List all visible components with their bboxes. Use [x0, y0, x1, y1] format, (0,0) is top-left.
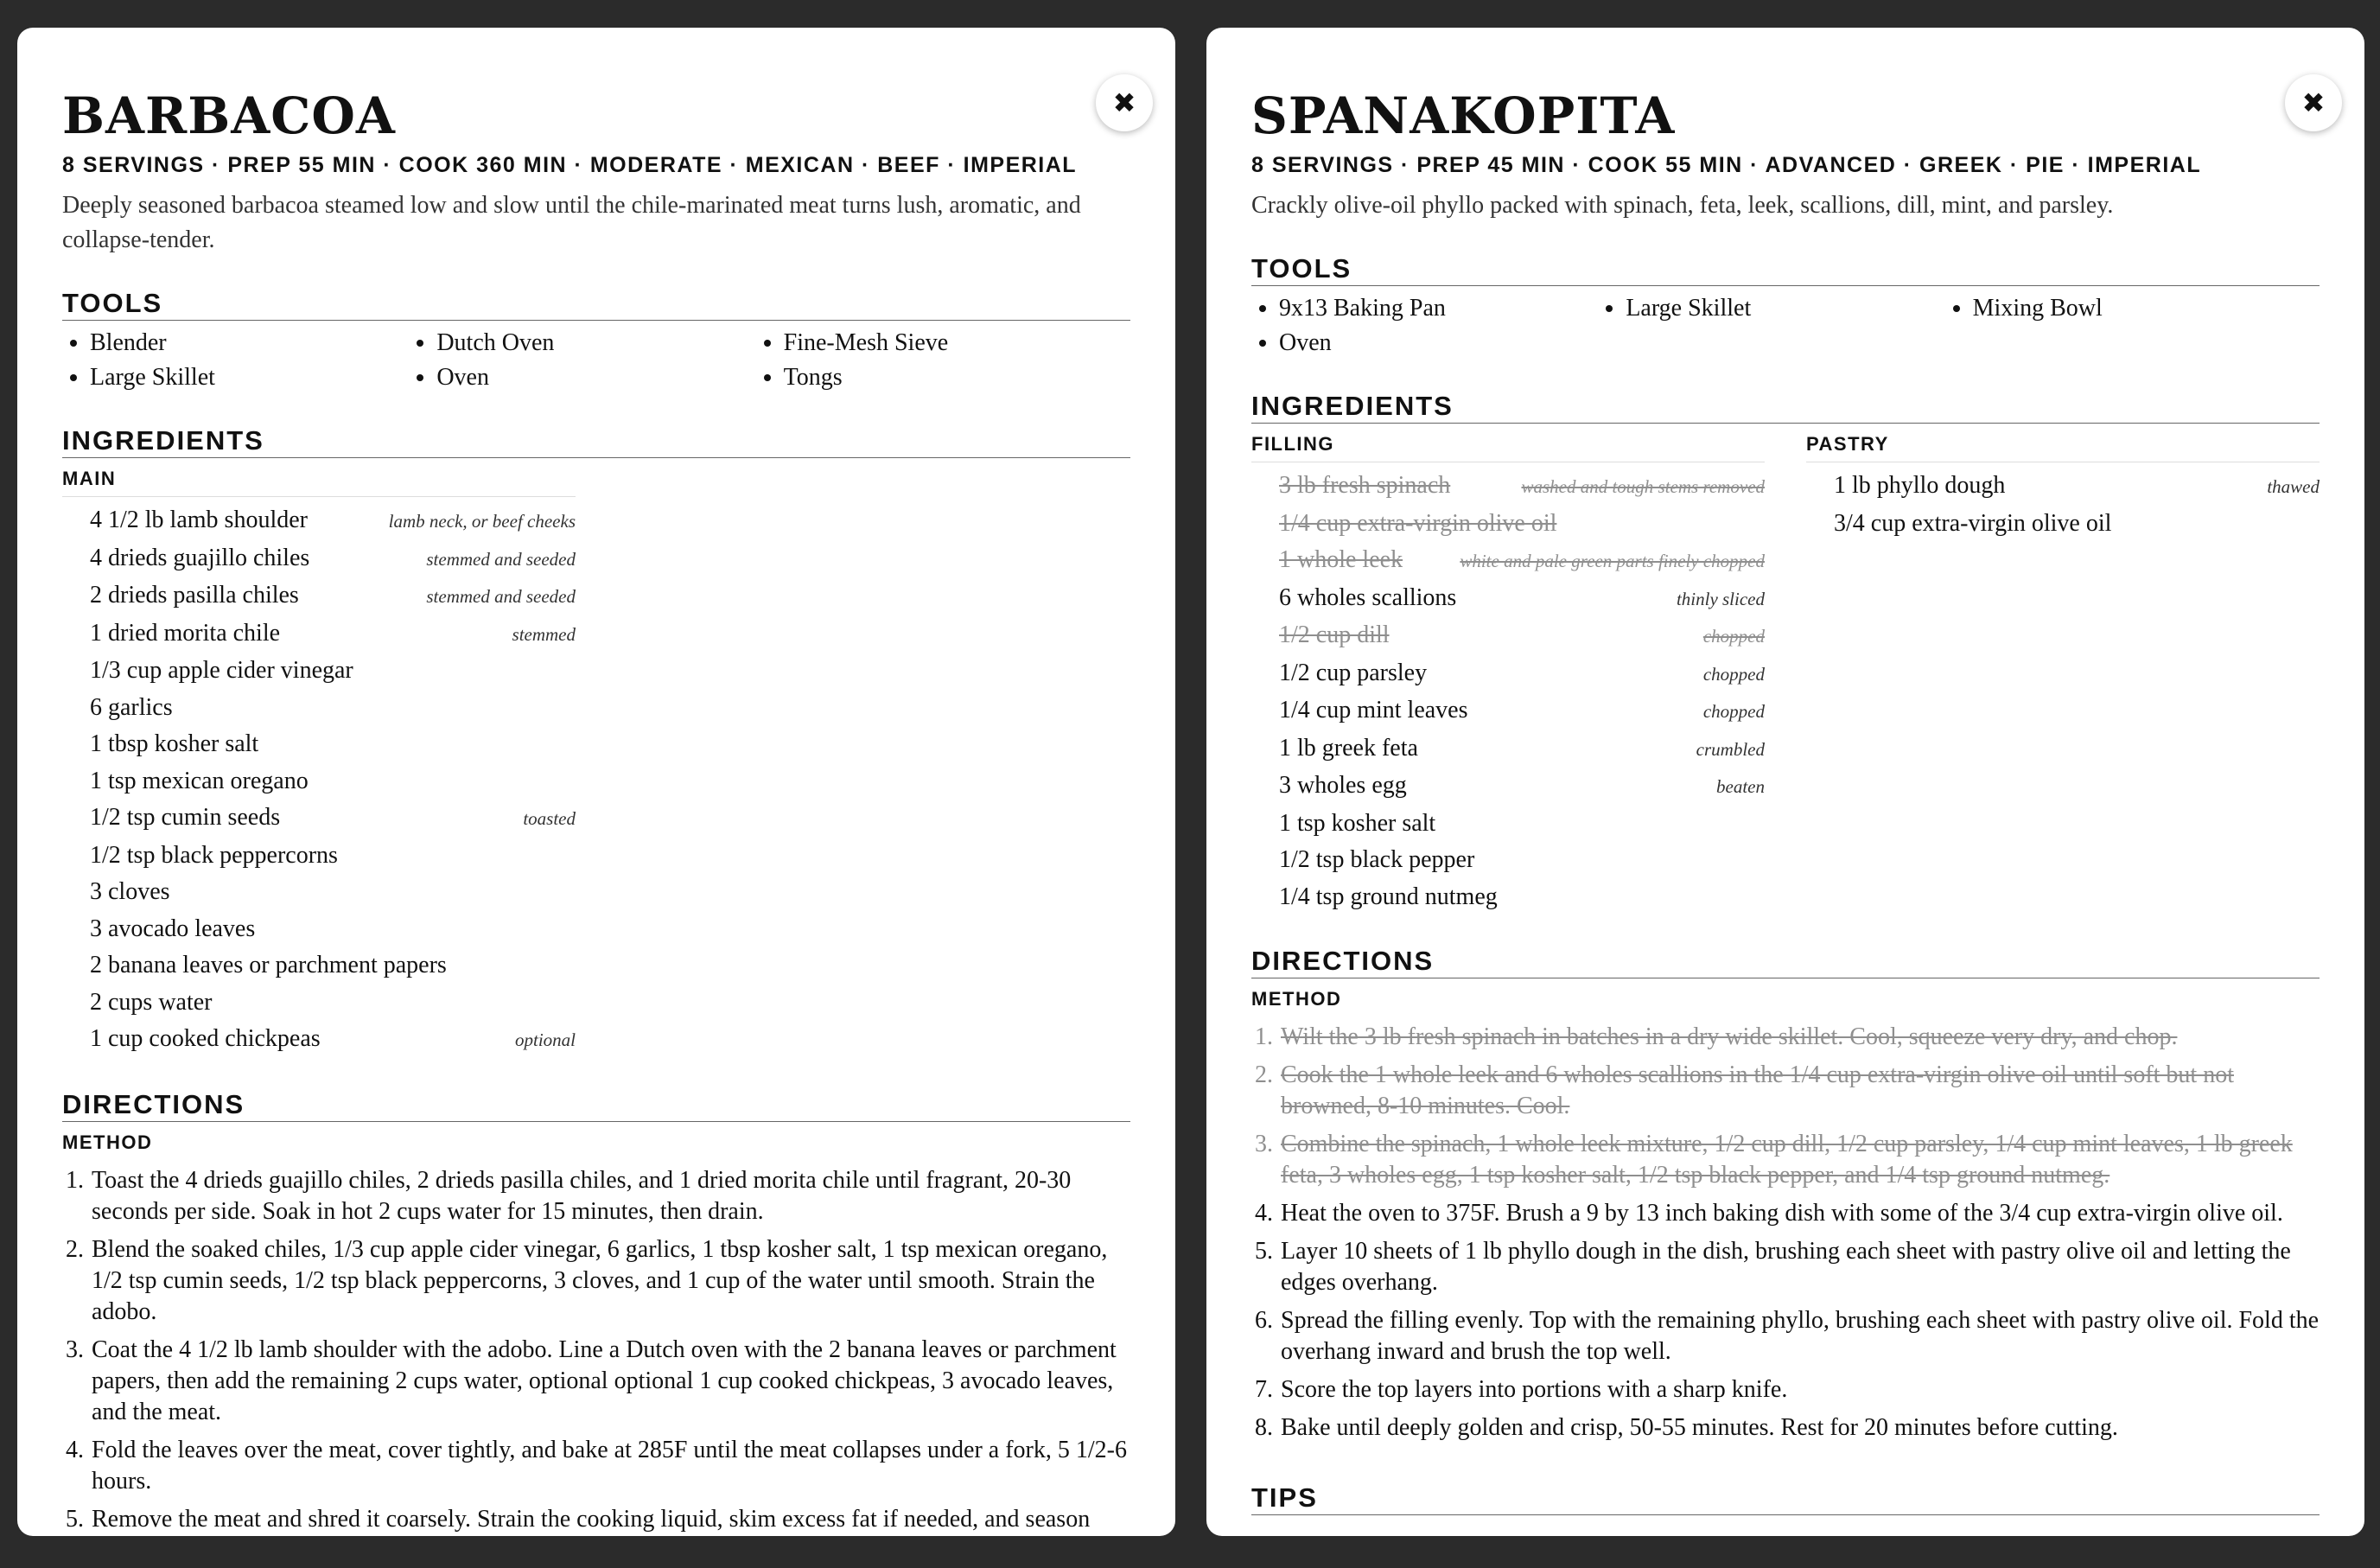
- recipe-card-spanakopita: [1206, 28, 2364, 1536]
- ingredient-item[interactable]: [1279, 506, 1765, 543]
- ingredient-item[interactable]: [90, 985, 576, 1022]
- ingredient-item[interactable]: [1279, 580, 1765, 618]
- ingredient-groups: [62, 458, 1130, 1059]
- ingredient-text: 1 tbsp kosher salt: [90, 730, 259, 757]
- direction-step[interactable]: 4. Heat the oven to 375F. Brush a 9 by 13 inch baking dish with some of the 3/4 cup extra-virgin olive oil.: [1279, 1198, 2320, 1229]
- direction-step[interactable]: 1. Wilt the 3 lb fresh spinach in batches in a dry wide skillet. Cool, squeeze very dry, and chop.: [1279, 1022, 2320, 1053]
- ingredient-item[interactable]: [1279, 730, 1765, 768]
- ingredient-note: chopped: [1702, 701, 1765, 722]
- recipe-meta: 8 SERVINGS · PREP 45 MIN · COOK 55 MIN · ADVANCED · GREEK · PIE · IMPERIAL: [1251, 153, 2202, 177]
- tool-item: • Mixing Bowl: [1973, 291, 2320, 326]
- ingredient-item[interactable]: [1279, 768, 1765, 806]
- recipe-description: Deeply seasoned barbacoa steamed low and slow until the chile-marinated meat turns lush, aromatic, and collapse-tender.: [62, 192, 1081, 253]
- ingredient-text: 1/4 cup extra-virgin olive oil: [1279, 509, 1557, 537]
- tools-heading: TOOLS: [1251, 252, 2320, 286]
- ingredient-group-title: FILLING: [1251, 430, 1765, 462]
- ingredient-note: chopped: [1702, 626, 1765, 647]
- ingredient-text: 1 lb greek feta: [1279, 734, 1418, 762]
- ingredient-note: stemmed and seeded: [426, 586, 576, 607]
- ingredient-item[interactable]: [1279, 617, 1765, 655]
- direction-step[interactable]: 3. Combine the spinach, 1 whole leek mixture, 1/2 cup dill, 1/2 cup parsley, 1/4 cup mint leaves, 1 lb greek feta, 3 wholes egg, 1 tsp kosher salt, 1/2 tsp black pepper, and 1/4 tsp ground nutmeg.: [1279, 1129, 2320, 1191]
- ingredient-text: 1 cup cooked chickpeas: [90, 1025, 321, 1052]
- ingredient-note: beaten: [1716, 776, 1765, 797]
- ingredient-text: 1/2 tsp black peppercorns: [90, 841, 338, 869]
- ingredient-text: 1/2 cup dill: [1279, 621, 1390, 648]
- tool-item: • Large Skillet: [1626, 291, 1972, 326]
- ingredient-text: 6 wholes scallions: [1279, 583, 1457, 611]
- ingredient-list: [62, 497, 576, 1059]
- ingredient-group: [1806, 424, 2320, 915]
- ingredient-item[interactable]: [90, 911, 576, 948]
- tool-item: • Large Skillet: [90, 360, 436, 395]
- recipe-card-barbacoa: [17, 28, 1175, 1536]
- direction-step[interactable]: 6. Spread the filling evenly. Top with the remaining phyllo, brushing each sheet with pastry olive oil. Fold the overhang inward and brush the top well.: [1279, 1305, 2320, 1367]
- ingredient-item[interactable]: [1279, 692, 1765, 730]
- ingredient-text: 1 whole leek: [1279, 546, 1403, 573]
- ingredient-group-title: PASTRY: [1806, 430, 2320, 462]
- ingredient-item[interactable]: [1279, 842, 1765, 879]
- ingredient-text: 1 dried morita chile: [90, 619, 281, 647]
- ingredient-group: [62, 458, 576, 1059]
- ingredient-item[interactable]: [1279, 806, 1765, 843]
- ingredient-note: crumbled: [1696, 738, 1765, 760]
- ingredient-item[interactable]: [90, 800, 576, 838]
- directions-heading: DIRECTIONS: [1251, 945, 2320, 978]
- ingredient-text: 1/2 cup parsley: [1279, 659, 1428, 686]
- ingredient-note: lamb neck, or beef cheeks: [388, 511, 576, 532]
- recipe-meta: 8 SERVINGS · PREP 55 MIN · COOK 360 MIN · MODERATE · MEXICAN · BEEF · IMPERIAL: [62, 153, 1078, 177]
- ingredient-item[interactable]: [90, 577, 576, 615]
- close-button[interactable]: [1096, 74, 1153, 131]
- ingredient-text: 1/2 tsp black pepper: [1279, 846, 1475, 873]
- ingredient-item[interactable]: [90, 838, 576, 875]
- tool-item: • Blender: [90, 326, 436, 360]
- ingredient-text: 3 wholes egg: [1279, 772, 1407, 799]
- ingredient-item[interactable]: [1279, 468, 1765, 506]
- direction-step[interactable]: 2. Cook the 1 whole leek and 6 wholes scallions in the 1/4 cup extra-virgin olive oil until soft but not browned, 8-10 minutes. Cool.: [1279, 1060, 2320, 1122]
- recipe-title: SPANAKOPITA: [1251, 86, 1676, 145]
- ingredient-note: stemmed: [512, 623, 576, 645]
- tools-heading: TOOLS: [62, 287, 1130, 321]
- ingredient-item[interactable]: [1834, 506, 2320, 543]
- ingredient-item[interactable]: [1279, 879, 1765, 916]
- ingredient-text: 2 banana leaves or parchment papers: [90, 952, 447, 978]
- ingredient-text: 1 lb phyllo dough: [1834, 472, 2006, 499]
- ingredients-heading: INGREDIENTS: [1251, 390, 2320, 424]
- close-button[interactable]: [2285, 74, 2342, 131]
- ingredient-group-title: MAIN: [62, 465, 576, 497]
- ingredient-note: white and pale green parts finely chopped: [1460, 551, 1765, 571]
- ingredient-text: 3 lb fresh spinach: [1279, 472, 1451, 499]
- directions-list: [62, 1165, 1130, 1535]
- direction-step[interactable]: 8. Bake until deeply golden and crisp, 50-55 minutes. Rest for 20 minutes before cutting.: [1279, 1412, 2320, 1444]
- ingredient-item[interactable]: [90, 763, 576, 800]
- ingredient-text: 1 tsp kosher salt: [1279, 809, 1436, 837]
- ingredient-item[interactable]: [90, 653, 576, 690]
- ingredient-text: 1 tsp mexican oregano: [90, 767, 309, 794]
- ingredient-item[interactable]: [90, 1021, 576, 1059]
- tips-heading: TIPS: [1251, 1482, 2320, 1515]
- tool-item: • Fine-Mesh Sieve: [784, 326, 1130, 360]
- ingredient-item[interactable]: [90, 874, 576, 911]
- tools-list: [1251, 291, 2320, 360]
- ingredient-item[interactable]: [1834, 468, 2320, 506]
- ingredient-item[interactable]: [1279, 542, 1765, 580]
- tool-item: • Oven: [1279, 326, 1626, 360]
- recipe-title: BARBACOA: [62, 86, 396, 145]
- ingredient-item[interactable]: [90, 690, 576, 727]
- close-icon: ✖: [2301, 86, 2326, 119]
- ingredient-text: 1/4 cup mint leaves: [1279, 697, 1468, 723]
- ingredient-text: 1/3 cup apple cider vinegar: [90, 657, 353, 684]
- direction-step[interactable]: 5. Remove the meat and shred it coarsely. Strain the cooking liquid, skim excess fat if needed, and season: [90, 1504, 1130, 1535]
- ingredient-list: [1806, 462, 2320, 542]
- direction-step[interactable]: 1. Toast the 4 drieds guajillo chiles, 2 drieds pasilla chiles, and 1 dried morita chile until fragrant, 20-30 seconds per side. Soak in hot 2 cups water for 15 minutes, then drain.: [90, 1165, 1130, 1227]
- directions-heading: DIRECTIONS: [62, 1088, 1130, 1122]
- tool-item: • Tongs: [784, 360, 1130, 395]
- ingredient-item[interactable]: [90, 540, 576, 578]
- ingredients-heading: INGREDIENTS: [62, 424, 1130, 458]
- ingredient-text: 1/2 tsp cumin seeds: [90, 804, 281, 831]
- ingredient-text: 4 drieds guajillo chiles: [90, 544, 310, 571]
- direction-step[interactable]: 5. Layer 10 sheets of 1 lb phyllo dough in the dish, brushing each sheet with pastry olive oil and letting the edges overhang.: [1279, 1236, 2320, 1298]
- ingredient-text: 6 garlics: [90, 693, 173, 721]
- ingredient-text: 2 drieds pasilla chiles: [90, 582, 299, 609]
- ingredient-text: 1/4 tsp ground nutmeg: [1279, 883, 1498, 910]
- direction-step[interactable]: 2. Blend the soaked chiles, 1/3 cup apple cider vinegar, 6 garlics, 1 tbsp kosher salt, 1 tsp mexican oregano, 1/2 tsp cumin seeds, 1/2 tsp black peppercorns, 3 cloves, and 1 cup of the water until smooth. Strain the adobo.: [90, 1234, 1130, 1328]
- ingredient-item[interactable]: [90, 726, 576, 763]
- ingredient-note: thawed: [2267, 476, 2320, 497]
- ingredient-text: 2 cups water: [90, 988, 213, 1016]
- ingredient-note: chopped: [1702, 663, 1765, 685]
- close-icon: ✖: [1112, 86, 1136, 119]
- ingredient-group: [1251, 424, 1765, 915]
- ingredient-note: washed and tough stems removed: [1521, 476, 1765, 497]
- ingredient-item[interactable]: [90, 947, 576, 985]
- ingredient-item[interactable]: [1279, 655, 1765, 693]
- tool-item: • Oven: [436, 360, 783, 395]
- ingredient-text: 3 avocado leaves: [90, 915, 256, 942]
- recipe-description: Crackly olive-oil phyllo packed with spinach, feta, leek, scallions, dill, mint, and parsley.: [1251, 192, 2114, 219]
- ingredient-note: optional: [514, 1029, 576, 1050]
- direction-step[interactable]: 3. Coat the 4 1/2 lb lamb shoulder with the adobo. Line a Dutch oven with the 2 banana leaves or parchment papers, then add the remaining 2 cups water, optional optional 1 cup cooked chickpeas, 3 avocado leaves, and the meat.: [90, 1335, 1130, 1428]
- ingredient-note: stemmed and seeded: [426, 548, 576, 570]
- ingredient-item[interactable]: [90, 502, 576, 540]
- tool-item: • 9x13 Baking Pan: [1279, 291, 1626, 326]
- ingredient-item[interactable]: [90, 615, 576, 653]
- direction-step[interactable]: 4. Fold the leaves over the meat, cover tightly, and bake at 285F until the meat collapses under a fork, 5 1/2-6 hours.: [90, 1435, 1130, 1497]
- method-heading: METHOD: [1251, 988, 1342, 1010]
- ingredient-list: [1251, 462, 1765, 915]
- ingredient-groups: [1251, 424, 2320, 915]
- ingredient-text: 3/4 cup extra-virgin olive oil: [1834, 509, 2112, 537]
- tool-item: • Dutch Oven: [436, 326, 783, 360]
- ingredient-note: toasted: [523, 808, 576, 829]
- direction-step[interactable]: 7. Score the top layers into portions with a sharp knife.: [1279, 1374, 2320, 1405]
- method-heading: METHOD: [62, 1131, 153, 1153]
- tools-list: [62, 326, 1130, 395]
- ingredient-note: thinly sliced: [1676, 588, 1765, 609]
- ingredient-text: 3 cloves: [90, 878, 170, 905]
- directions-list: [1251, 1022, 2320, 1444]
- ingredient-text: 4 1/2 lb lamb shoulder: [90, 507, 308, 533]
